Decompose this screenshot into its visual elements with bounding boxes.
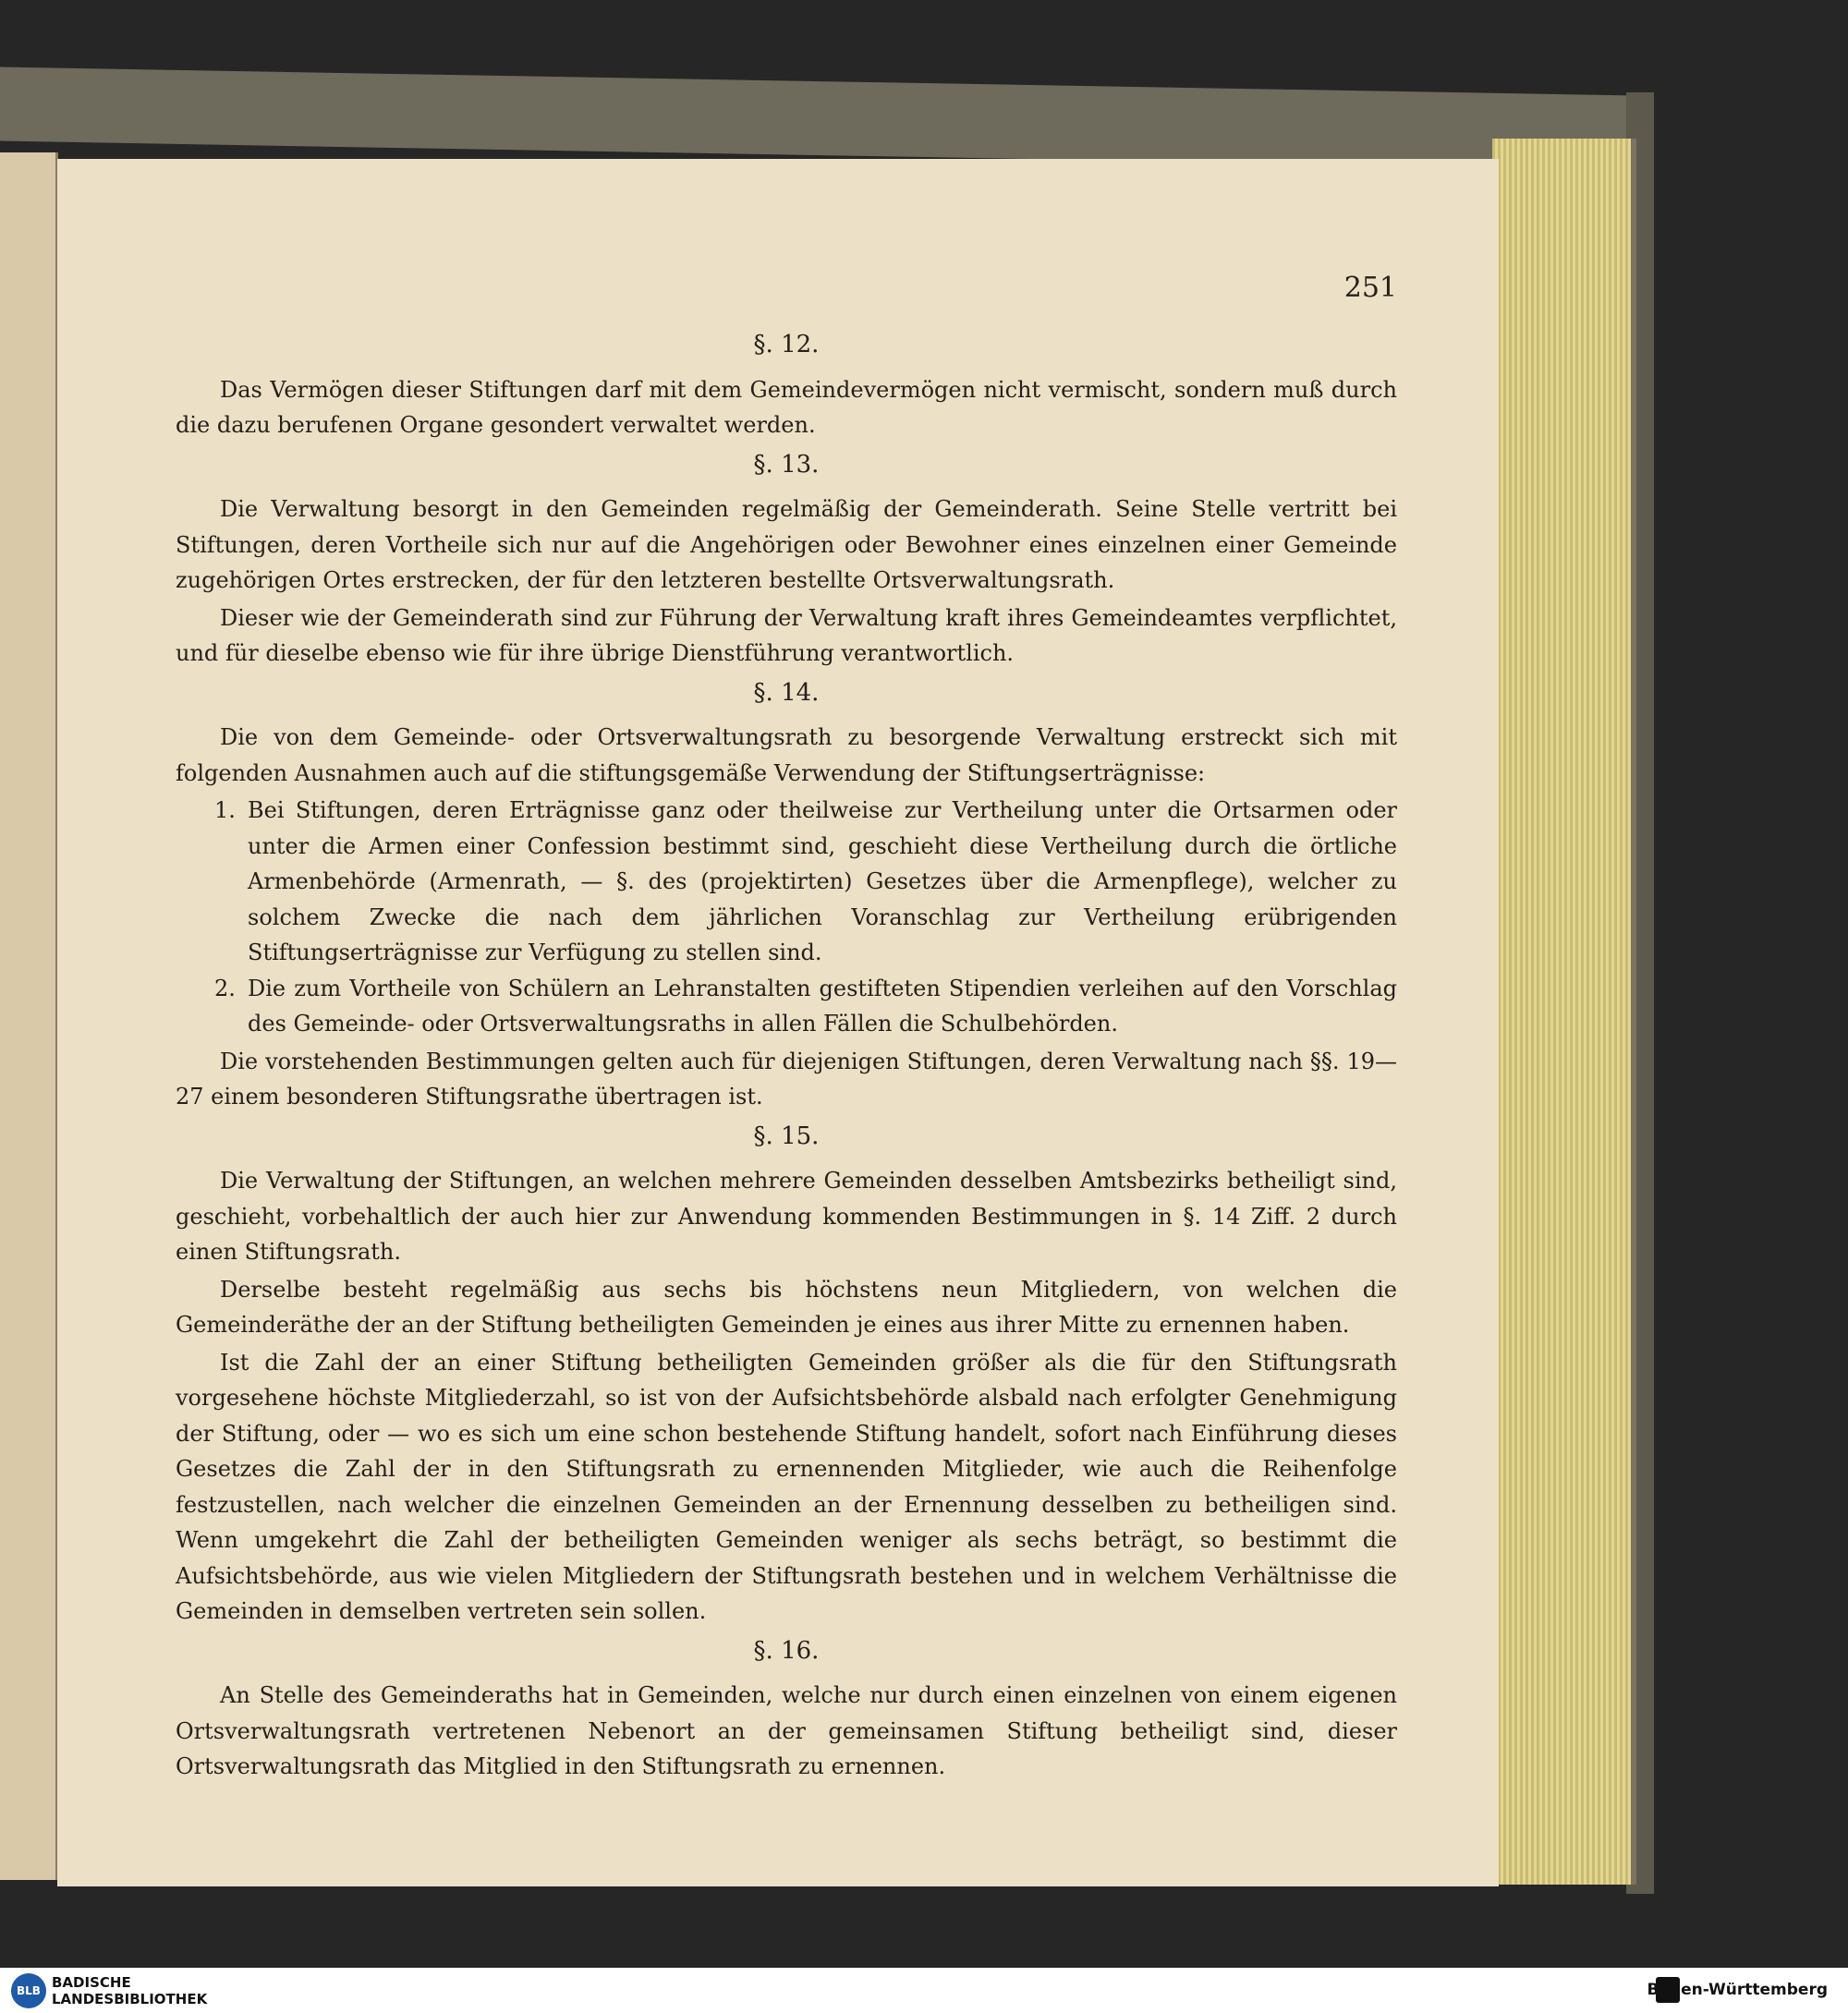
list-item-number: 2. [214,975,236,1001]
section-heading: §. 14. [753,678,820,707]
page-stack-edge [1492,139,1636,1885]
list-item-number: 1. [214,797,236,823]
state-name[interactable]: Baden-Württemberg [1647,1981,1828,1999]
book-cover-top [0,67,1635,170]
section-13 [176,447,1397,672]
list-item-text: Bei Stiftungen, deren Erträgnisse ganz oder theilweise zur Vertheilung unter die Ortsarmen oder unter die Armen einer Confession bestimmt sind, geschieht diese Vertheilung durch die örtliche Armenbehörde (Armenrath, — §. des (projektirten) Gesetzes über die Armenpflege), welcher zu solchem Zwecke die nach dem jährlichen Voranschlag zur Vertheilung erübrigenden Stiftungserträgnisse zur Verfügung zu stellen sind. [248,797,1397,965]
list-item [176,971,1397,1042]
paragraph: Derselbe besteht regelmäßig aus sechs bis höchstens neun Mitgliedern, von welchen die Gemeinderäthe der an der Stiftung betheiligten Gemeinden je eines aus ihrer Mitte zu ernennen haben. [176,1276,1397,1338]
paragraph: Das Vermögen dieser Stiftungen darf mit dem Gemeindevermögen nicht vermischt, sondern muß durch die dazu berufenen Organe gesondert verwaltet werden. [176,376,1397,438]
page-text [176,323,1397,1787]
section-heading: §. 15. [753,1122,820,1150]
paragraph: Die Verwaltung der Stiftungen, an welchen mehrere Gemeinden desselben Amtsbezirks betheiligt sind, geschieht, vorbehaltlich der auch hier zur Anwendung kommenden Bestimmungen in §. 14 Ziff. 2 durch einen Stiftungsrath. [176,1168,1397,1265]
footer-bar [0,1968,1848,2013]
left-page-edge [0,152,58,1880]
paragraph: Die Verwaltung besorgt in den Gemeinden regelmäßig der Gemeinderath. Seine Stelle vertritt bei Stiftungen, deren Vortheile sich nur auf die Angehörigen oder Bewohner eines einzelnen einer Gemeinde zugehörigen Ortes erstrecken, der für den letzteren bestellte Ortsverwaltungsrath. [176,496,1397,593]
document-page [57,159,1499,1886]
blb-logo-icon[interactable]: BLB [11,1973,46,2008]
section-heading: §. 12. [753,331,820,358]
section-16 [176,1633,1397,1785]
numbered-list [176,793,1397,1042]
paragraph: An Stelle des Gemeinderaths hat in Gemeinden, welche nur durch einen einzelnen von einem eigenen Ortsverwaltungsrath vertretenen Nebenort an der gemeinsamen Stiftung betheiligt sind, dieser Ortsverwaltungsrath das Mitglied in den Stiftungsrath zu ernennen. [176,1682,1397,1779]
page-number: 251 [1343,272,1397,304]
paragraph: Die von dem Gemeinde- oder Ortsverwaltungsrath zu besorgende Verwaltung erstreckt sich mit folgenden Ausnahmen auch auf die stiftungsgemäße Verwendung der Stiftungserträgnisse: [176,724,1397,786]
paragraph: Dieser wie der Gemeinderath sind zur Führung der Verwaltung kraft ihres Gemeindeamtes verpflichtet, und für dieselbe ebenso wie für ihre übrige Dienstführung verantwortlich. [176,604,1397,666]
library-name-line1: BADISCHE [52,1974,131,1991]
paragraph: Die vorstehenden Bestimmungen gelten auch für diejenigen Stiftungen, deren Verwaltung nach §§. 19—27 einem besonderen Stiftungsrathe übertragen ist. [176,1048,1397,1110]
section-15 [176,1119,1397,1630]
library-name-line2: LANDESBIBLIOTHEK [52,1991,208,2007]
paragraph: Ist die Zahl der an einer Stiftung betheiligten Gemeinden größer als die für den Stiftungsrath vorgesehene höchste Mitgliederzahl, so ist von der Aufsichtsbehörde alsbald nach erfolgter Genehmigung der Stiftung, oder — wo es sich um eine schon bestehende Stiftung handelt, sofort nach Einführung dieses Gesetzes die Zahl der in den Stiftungsrath zu ernennenden Mitglieder, wie auch die Reihenfolge festzustellen, nach welcher die einzelnen Gemeinden an der Ernennung desselben zu betheiligen sind. Wenn umgekehrt die Zahl der betheiligten Gemeinden weniger als sechs beträgt, so bestimmt die Aufsichtsbehörde, aus wie vielen Mitgliedern der Stiftungsrath bestehen und in welchem Verhältnisse die Gemeinden in demselben vertreten sein sollen. [176,1349,1397,1624]
list-item [176,793,1397,971]
library-name[interactable] [52,1974,207,2007]
section-heading: §. 13. [753,450,820,479]
section-12 [176,327,1397,443]
list-item-text: Die zum Vortheile von Schülern an Lehranstalten gestifteten Stipendien verleihen auf den Vorschlag des Gemeinde- oder Ortsverwaltungsraths in allen Fällen die Schulbehörden. [248,975,1397,1037]
section-14 [176,675,1397,1115]
section-heading: §. 16. [753,1636,820,1665]
